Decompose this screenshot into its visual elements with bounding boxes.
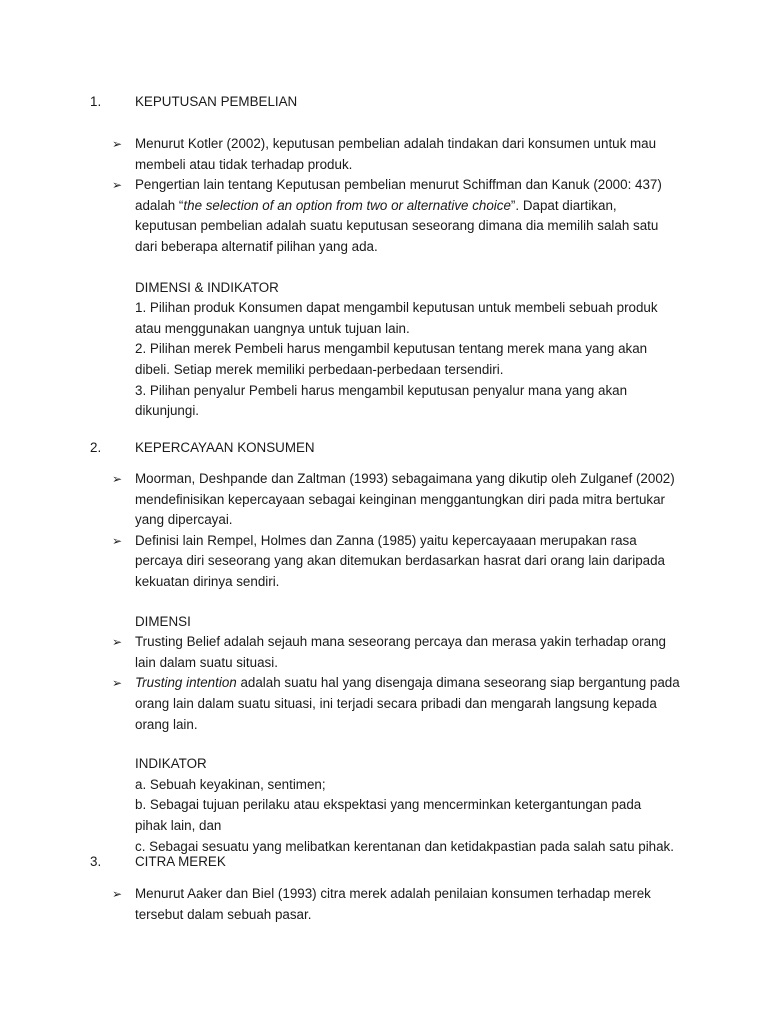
section-kepercayaan-konsumen xyxy=(0,438,768,857)
arrow-bullet-icon: ➢ xyxy=(112,676,123,691)
indicator-line: b. Sebagai tujuan perilaku atau ekspektasi yang mencerminkan ketergantungan pada pihak lain, dan xyxy=(135,797,642,833)
indicator-line: a. Sebuah keyakinan, sentimen; xyxy=(135,776,326,792)
list-item xyxy=(0,673,680,735)
arrow-bullet-icon: ➢ xyxy=(112,635,123,650)
bullet-list xyxy=(0,469,768,593)
indikator-block xyxy=(0,754,675,857)
bullet-text: ”. Dapat diartikan, keputusan pembelian adalah suatu keputusan seseorang dimana dia memilih salah satu dari beberapa alternatif pilihan yang ada. xyxy=(135,197,659,254)
bullet-italic-text: Trusting intention xyxy=(135,675,237,691)
section-title: CITRA MEREK xyxy=(135,854,226,869)
subheading: INDIKATOR xyxy=(135,756,207,772)
bullet-list xyxy=(0,884,768,925)
section-keputusan-pembelian xyxy=(0,92,768,422)
bullet-italic-text: the selection of an option from two or alternative choice xyxy=(183,197,511,213)
subheading: DIMENSI xyxy=(135,613,191,629)
section-heading xyxy=(0,438,768,458)
bullet-text: adalah suatu hal yang disengaja dimana seseorang siap bergantung pada orang lain dalam suatu situasi, ini terjadi secara pribadi dan mengarah langsung kepada orang lain. xyxy=(135,675,680,732)
subheading: DIMENSI & INDIKATOR xyxy=(135,279,279,295)
arrow-bullet-icon: ➢ xyxy=(112,178,123,193)
section-number: 2. xyxy=(90,440,102,455)
bullet-list xyxy=(0,632,768,735)
bullet-text: Trusting Belief adalah sejauh mana seseorang percaya dan merasa yakin terhadap orang lain dalam suatu situasi. xyxy=(135,634,666,670)
section-title: KEPUTUSAN PEMBELIAN xyxy=(135,94,298,109)
bullet-text: Definisi lain Rempel, Holmes dan Zanna (1985) yaitu kepercayaaan merupakan rasa percaya diri seseorang yang akan ditemukan berdasarkan hasrat dari orang lain daripada kekuatan dirinya sendiri. xyxy=(135,532,666,589)
dimensi-indikator-block xyxy=(0,278,675,422)
list-item xyxy=(0,632,680,673)
arrow-bullet-icon: ➢ xyxy=(112,472,123,486)
indicator-line: 2. Pilihan merek Pembeli harus mengambil keputusan tentang merek mana yang akan dibeli. Setiap merek memiliki perbedaan-perbedaan tersendiri. xyxy=(135,341,648,377)
list-item xyxy=(0,531,680,593)
bullet-text: Pengertian lain tentang Keputusan pembelian menurut Schiffman dan Kanuk (2000: 437) adalah “ xyxy=(135,177,662,213)
section-title: KEPERCAYAAN KONSUMEN xyxy=(135,440,315,455)
section-heading xyxy=(0,92,768,112)
bullet-text: Menurut Aaker dan Biel (1993) citra merek adalah penilaian konsumen terhadap merek tersebut dalam sebuah pasar. xyxy=(135,886,651,922)
section-heading xyxy=(0,852,768,872)
section-citra-merek xyxy=(0,852,768,925)
section-number: 1. xyxy=(90,94,102,109)
list-item xyxy=(0,134,680,175)
bullet-text: Moorman, Deshpande dan Zaltman (1993) sebagaimana yang dikutip oleh Zulganef (2002) mendefinisikan kepercayaan sebagai keinginan menggantungkan diri pada mitra bertukar yang dipercayai. xyxy=(135,471,675,528)
bullet-text: Menurut Kotler (2002), keputusan pembelian adalah tindakan dari konsumen untuk mau membeli atau tidak terhadap produk. xyxy=(135,136,657,172)
indicator-line: 3. Pilihan penyalur Pembeli harus mengambil keputusan penyalur mana yang akan dikunjungi. xyxy=(135,382,628,419)
bullet-list xyxy=(0,134,768,258)
dimensi-block xyxy=(0,612,675,633)
list-item xyxy=(0,175,680,257)
arrow-bullet-icon: ➢ xyxy=(112,533,123,548)
list-item xyxy=(0,884,680,925)
list-item xyxy=(0,469,680,531)
section-number: 3. xyxy=(90,854,102,869)
indicator-line: c. Sebagai sesuatu yang melibatkan kerentanan dan ketidakpastian pada salah satu pihak. xyxy=(135,838,674,854)
arrow-bullet-icon: ➢ xyxy=(112,887,123,901)
arrow-bullet-icon: ➢ xyxy=(112,137,123,151)
indicator-line: 1. Pilihan produk Konsumen dapat mengambil keputusan untuk membeli sebuah produk atau menggunakan uangnya untuk tujuan lain. xyxy=(135,300,658,336)
